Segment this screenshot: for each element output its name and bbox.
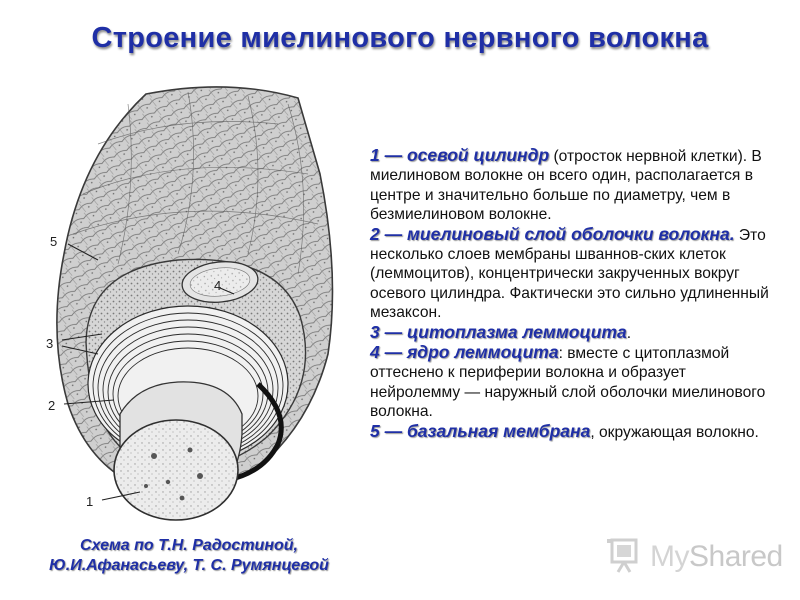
label-1: 1	[86, 494, 94, 509]
term-axis-cylinder: 1 — осевой цилиндр	[370, 145, 550, 165]
text-myelin-layer: Это несколько слоев мембраны шваннов-ских клеток (леммоцитов), концентрически закрученных вокруг осевого цилиндра. Фактически это сильно удлиненный мезаксон.	[370, 226, 769, 322]
page-title: Строение миелинового нервного волокна	[91, 22, 709, 54]
myshared-logo	[606, 536, 783, 578]
caption-line-1: Схема по Т.Н. Радостиной,	[80, 537, 298, 554]
description-item-lemmocyte-nucleus	[370, 343, 778, 422]
term-basal-membrane: 5 — базальная мембрана	[370, 420, 591, 441]
nerve-fiber-illustration	[28, 84, 348, 530]
label-2: 2	[48, 398, 56, 413]
caption-line-2: Ю.И.Афанасьеву, Т. С. Румянцевой	[49, 557, 329, 574]
logo-wordmark	[650, 540, 783, 574]
structure-description	[370, 146, 778, 442]
logo-text-my: My	[650, 540, 689, 573]
label-4: 4	[214, 278, 222, 293]
description-item-myelin-layer	[370, 225, 778, 323]
label-5: 5	[50, 234, 58, 249]
description-item-lemmocyte-cytoplasm	[370, 323, 778, 343]
logo-text-shared: Shared	[689, 540, 783, 573]
label-3: 3	[46, 336, 54, 351]
term-myelin-layer: 2 — миелиновый слой оболочки волокна.	[370, 223, 735, 244]
text-basal-membrane: , окружающая волокно.	[590, 423, 759, 441]
text-axis-cylinder: (отросток нервной клетки). В миелиновом волокне он всего один, располагается в центре и значительно больше по диаметру, чем в безмиелиновом волокне.	[370, 148, 762, 224]
description-item-basal-membrane	[370, 422, 778, 442]
text-lemmocyte-cytoplasm: .	[626, 324, 632, 342]
term-lemmocyte-nucleus: 4 — ядро леммоцита	[370, 342, 559, 363]
term-lemmocyte-cytoplasm: 3 — цитоплазма леммоцита	[370, 321, 627, 342]
description-item-axis-cylinder	[370, 146, 778, 225]
nerve-fiber-drawing	[28, 84, 348, 530]
text-lemmocyte-nucleus: : вместе с цитоплазмой оттеснено к периферии волокна и образует нейролемму — наружный слой оболочки миелинового волокна.	[370, 345, 766, 421]
presentation-board-icon	[606, 538, 646, 574]
figure-caption	[28, 536, 350, 576]
